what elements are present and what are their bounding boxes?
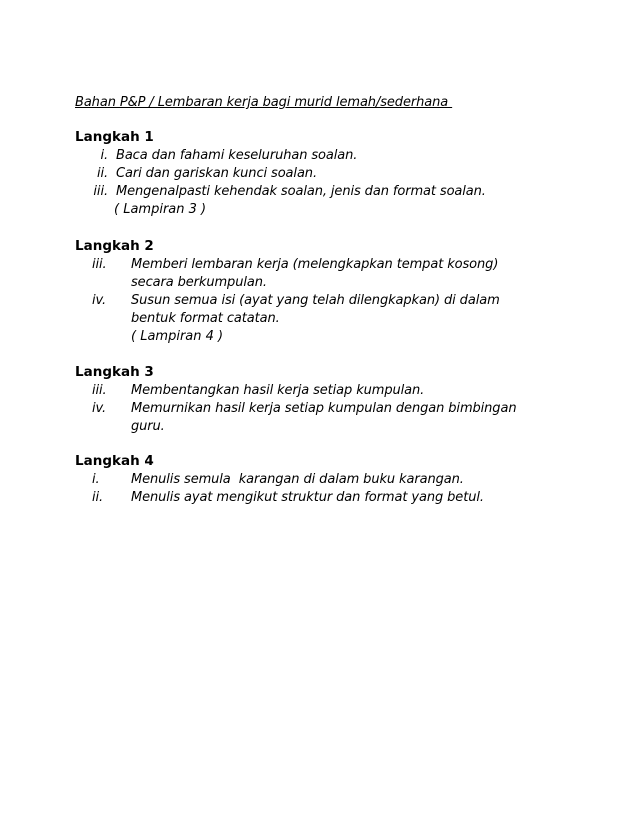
list-item [75, 147, 575, 165]
list-item-number: iv. [92, 401, 107, 416]
step-2-title: Langkah 2 [75, 238, 154, 254]
list-item-number: iii. [92, 257, 107, 272]
list-item-text: Baca dan fahami keseluruhan soalan. [116, 148, 358, 163]
step-4-section [75, 451, 575, 507]
list-item-number: i. [92, 472, 100, 487]
step-1-title: Langkah 1 [75, 129, 154, 145]
list-item-text: Menulis semula karangan di dalam buku karangan. [131, 472, 464, 487]
list-item-text: Susun semua isi (ayat yang telah dilengkapkan) di dalam [131, 293, 500, 308]
appendix-note: ( Lampiran 3 ) [114, 202, 207, 217]
step-1-section [75, 127, 575, 219]
list-item [75, 183, 575, 201]
list-item-number: iii. [93, 184, 108, 199]
list-item-text: Cari dan gariskan kunci soalan. [116, 166, 317, 181]
list-item-text: Mengenalpasti kehendak soalan, jenis dan format soalan. [116, 184, 486, 199]
list-item [75, 382, 575, 400]
step-3-title: Langkah 3 [75, 364, 154, 380]
step-2-section [75, 236, 575, 346]
list-item-number: iii. [92, 383, 107, 398]
list-item [75, 400, 575, 436]
list-item-text-continued: secara berkumpulan. [131, 275, 267, 290]
document-heading: Bahan P&P / Lembaran kerja bagi murid lemah/sederhana [75, 95, 453, 110]
list-item-number: ii. [92, 490, 104, 505]
list-item [75, 256, 575, 292]
list-item-text-continued: bentuk format catatan. [131, 311, 280, 326]
appendix-note: ( Lampiran 4 ) [131, 329, 224, 344]
step-4-title: Langkah 4 [75, 453, 154, 469]
step-3-section [75, 362, 575, 436]
list-item-number: ii. [96, 166, 108, 181]
list-item [75, 471, 575, 489]
list-item-text-continued: guru. [131, 419, 165, 434]
list-item [75, 292, 575, 328]
list-item-text: Memberi lembaran kerja (melengkapkan tempat kosong) [131, 257, 499, 272]
list-item-text: Memurnikan hasil kerja setiap kumpulan dengan bimbingan [131, 401, 517, 416]
list-item-text: Membentangkan hasil kerja setiap kumpulan. [131, 383, 425, 398]
list-item-number: iv. [92, 293, 107, 308]
list-item [75, 165, 575, 183]
list-item-number: i. [100, 148, 108, 163]
list-item [75, 489, 575, 507]
list-item-text: Menulis ayat mengikut struktur dan format yang betul. [131, 490, 484, 505]
